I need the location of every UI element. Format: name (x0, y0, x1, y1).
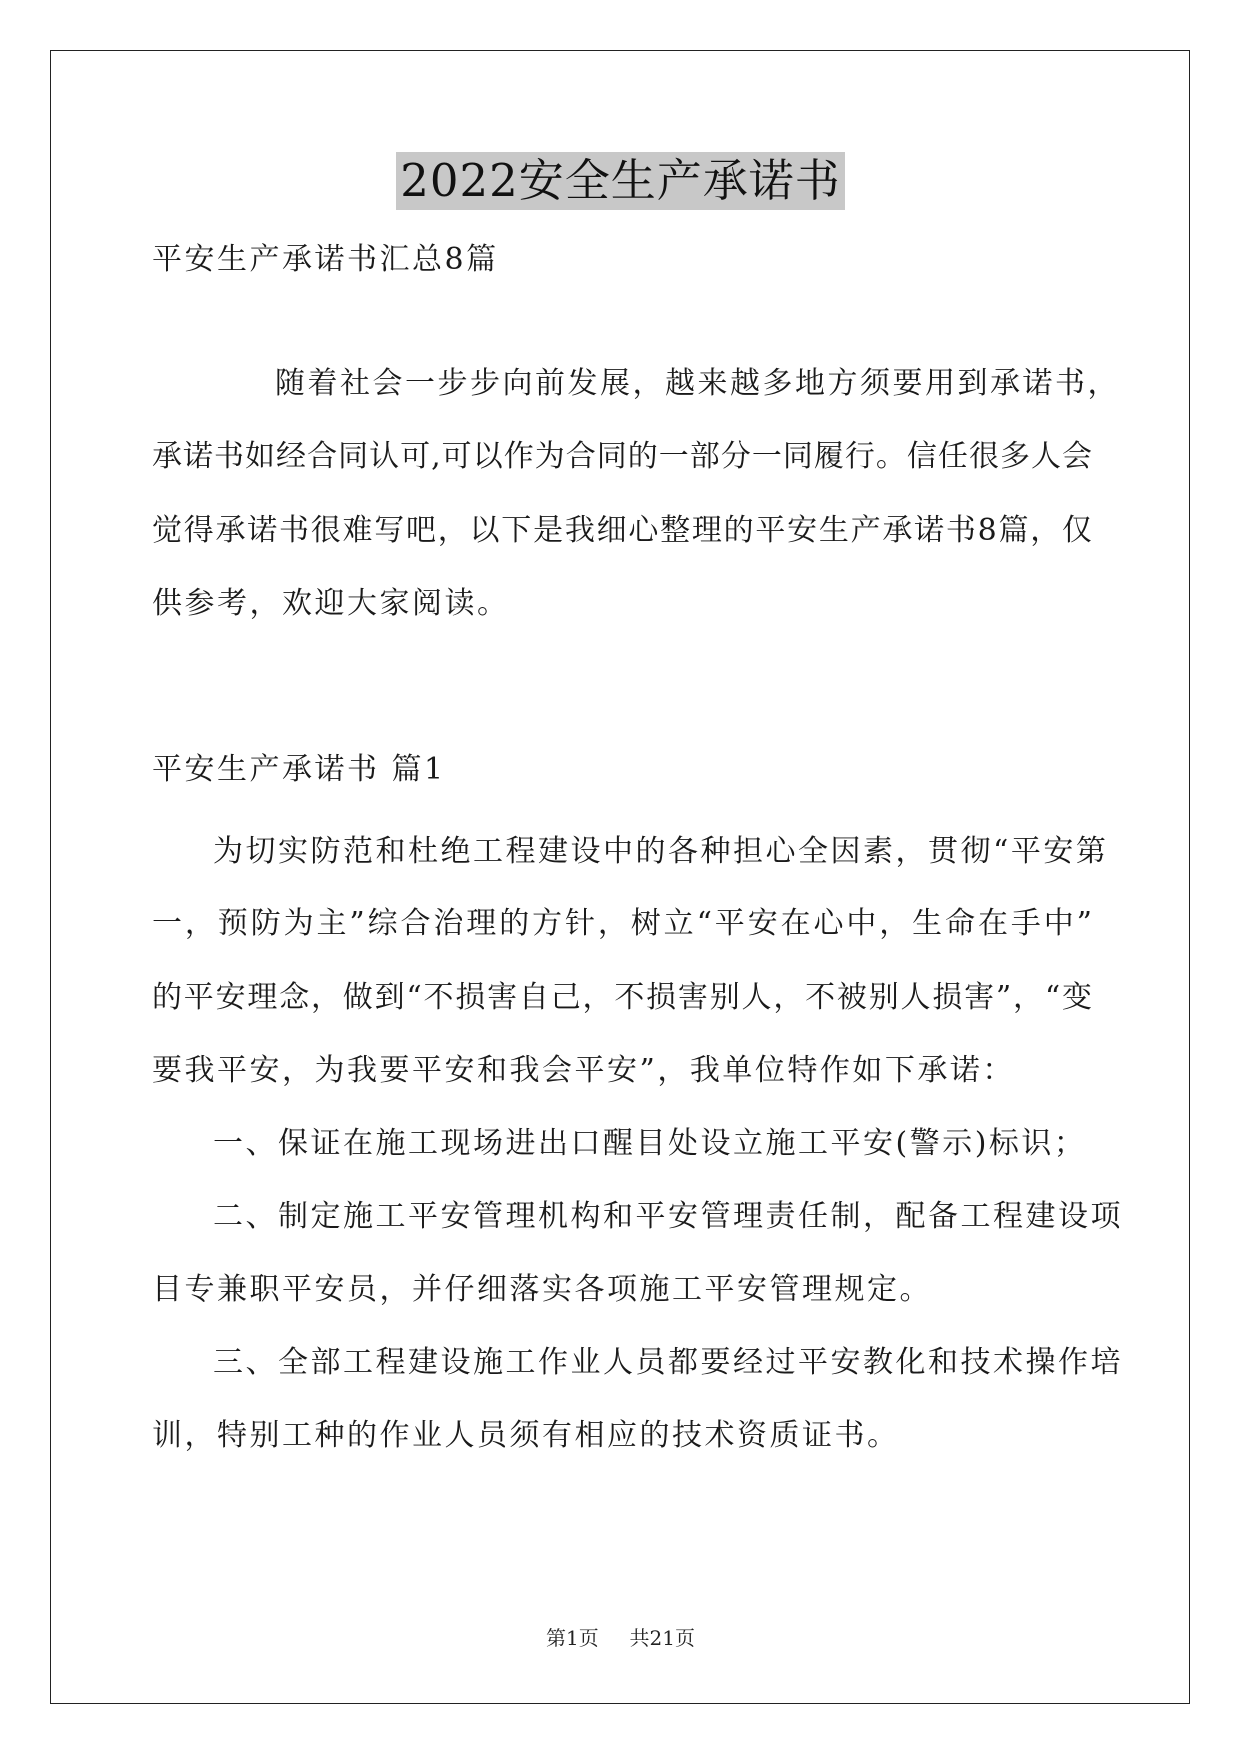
title-container (0, 152, 1241, 210)
body-line-6: 二、制定施工平安管理机构和平安管理责任制，配备工程建设项 (213, 1199, 1123, 1234)
body-line-1: 为切实防范和杜绝工程建设中的各种担心全因素，贯彻“平安第 (213, 834, 1109, 869)
intro-line-2: 承诺书如经合同认可,可以作为合同的一部分一同履行。信任很多人会 (152, 439, 1092, 474)
document-title: 2022安全生产承诺书 (396, 152, 845, 210)
page-footer (0, 1625, 1241, 1651)
page-number: 第1页 (546, 1626, 599, 1650)
document-subtitle: 平安生产承诺书汇总8篇 (152, 242, 499, 277)
intro-line-1: 随着社会一步步向前发展，越来越多地方须要用到承诺书， (275, 366, 1120, 401)
body-line-7: 目专兼职平安员，并仔细落实各项施工平安管理规定。 (152, 1272, 932, 1307)
body-line-5: 一、保证在施工现场进出口醒目处设立施工平安(警示)标识； (213, 1126, 1087, 1161)
body-line-3: 的平安理念，做到“不损害自己，不损害别人，不被别人损害”，“变 (152, 980, 1092, 1015)
section-heading: 平安生产承诺书 篇1 (152, 752, 446, 787)
intro-line-3: 觉得承诺书很难写吧，以下是我细心整理的平安生产承诺书8篇，仅 (152, 513, 1092, 548)
body-line-2: 一，预防为主”综合治理的方针，树立“平安在心中，生命在手中” (152, 906, 1092, 941)
intro-line-4: 供参考，欢迎大家阅读。 (152, 586, 510, 621)
page-total: 共21页 (629, 1626, 695, 1650)
body-line-8: 三、全部工程建设施工作业人员都要经过平安教化和技术操作培 (213, 1345, 1123, 1380)
body-line-9: 训，特别工种的作业人员须有相应的技术资质证书。 (152, 1418, 900, 1453)
body-line-4: 要我平安，为我要平安和我会平安”，我单位特作如下承诺： (152, 1053, 1015, 1088)
